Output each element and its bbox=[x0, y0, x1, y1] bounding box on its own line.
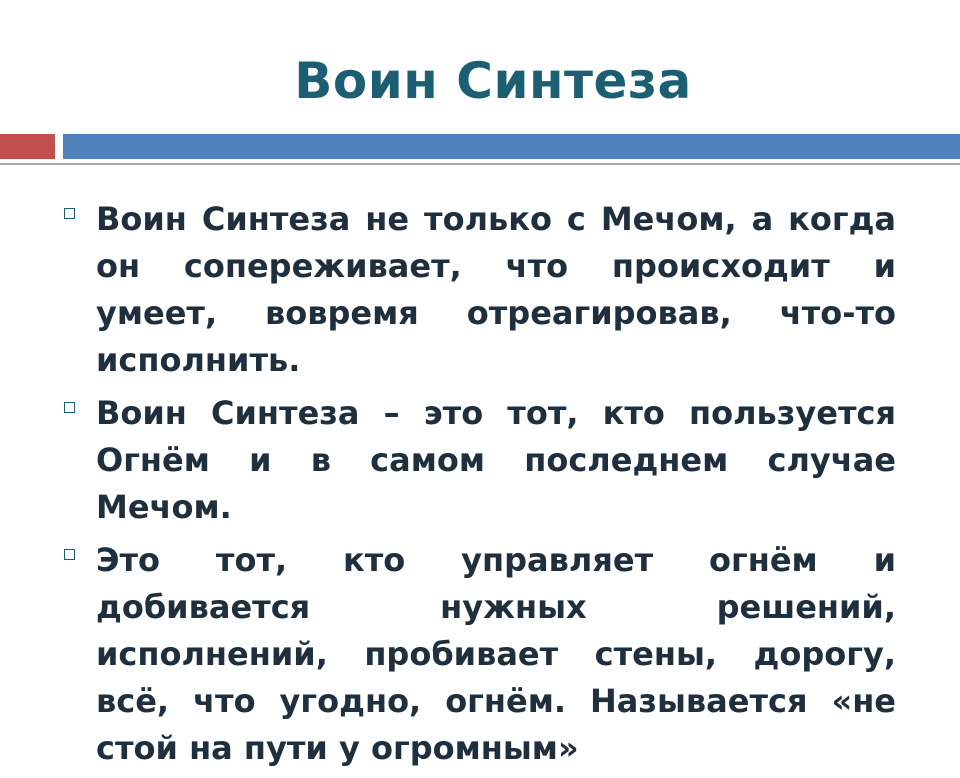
square-bullet-icon bbox=[64, 402, 75, 413]
bullet-item bbox=[60, 537, 896, 772]
bullet-text: Воин Синтеза – это тот, кто пользуется Огнём и в самом последнем случае Мечом. bbox=[96, 394, 896, 526]
bullet-list bbox=[60, 196, 896, 778]
divider-accent-red bbox=[0, 134, 55, 159]
square-bullet-icon bbox=[64, 549, 75, 560]
bullet-item bbox=[60, 196, 896, 384]
divider-line bbox=[0, 163, 960, 165]
square-bullet-icon bbox=[64, 208, 75, 219]
bullet-text: Это тот, кто управляет огнём и добивается нужных решений, исполнений, пробивает стены, дорогу, всё, что угодно, огнём. Называется «не стой на пути у огромным» bbox=[96, 541, 896, 767]
slide-title: Воин Синтеза bbox=[294, 52, 692, 110]
divider-accent-blue bbox=[63, 134, 960, 159]
bullet-item bbox=[60, 390, 896, 531]
bullet-text: Воин Синтеза не только с Мечом, а когда он сопереживает, что происходит и умеет, вовремя отреагировав, что-то исполнить. bbox=[96, 200, 896, 379]
